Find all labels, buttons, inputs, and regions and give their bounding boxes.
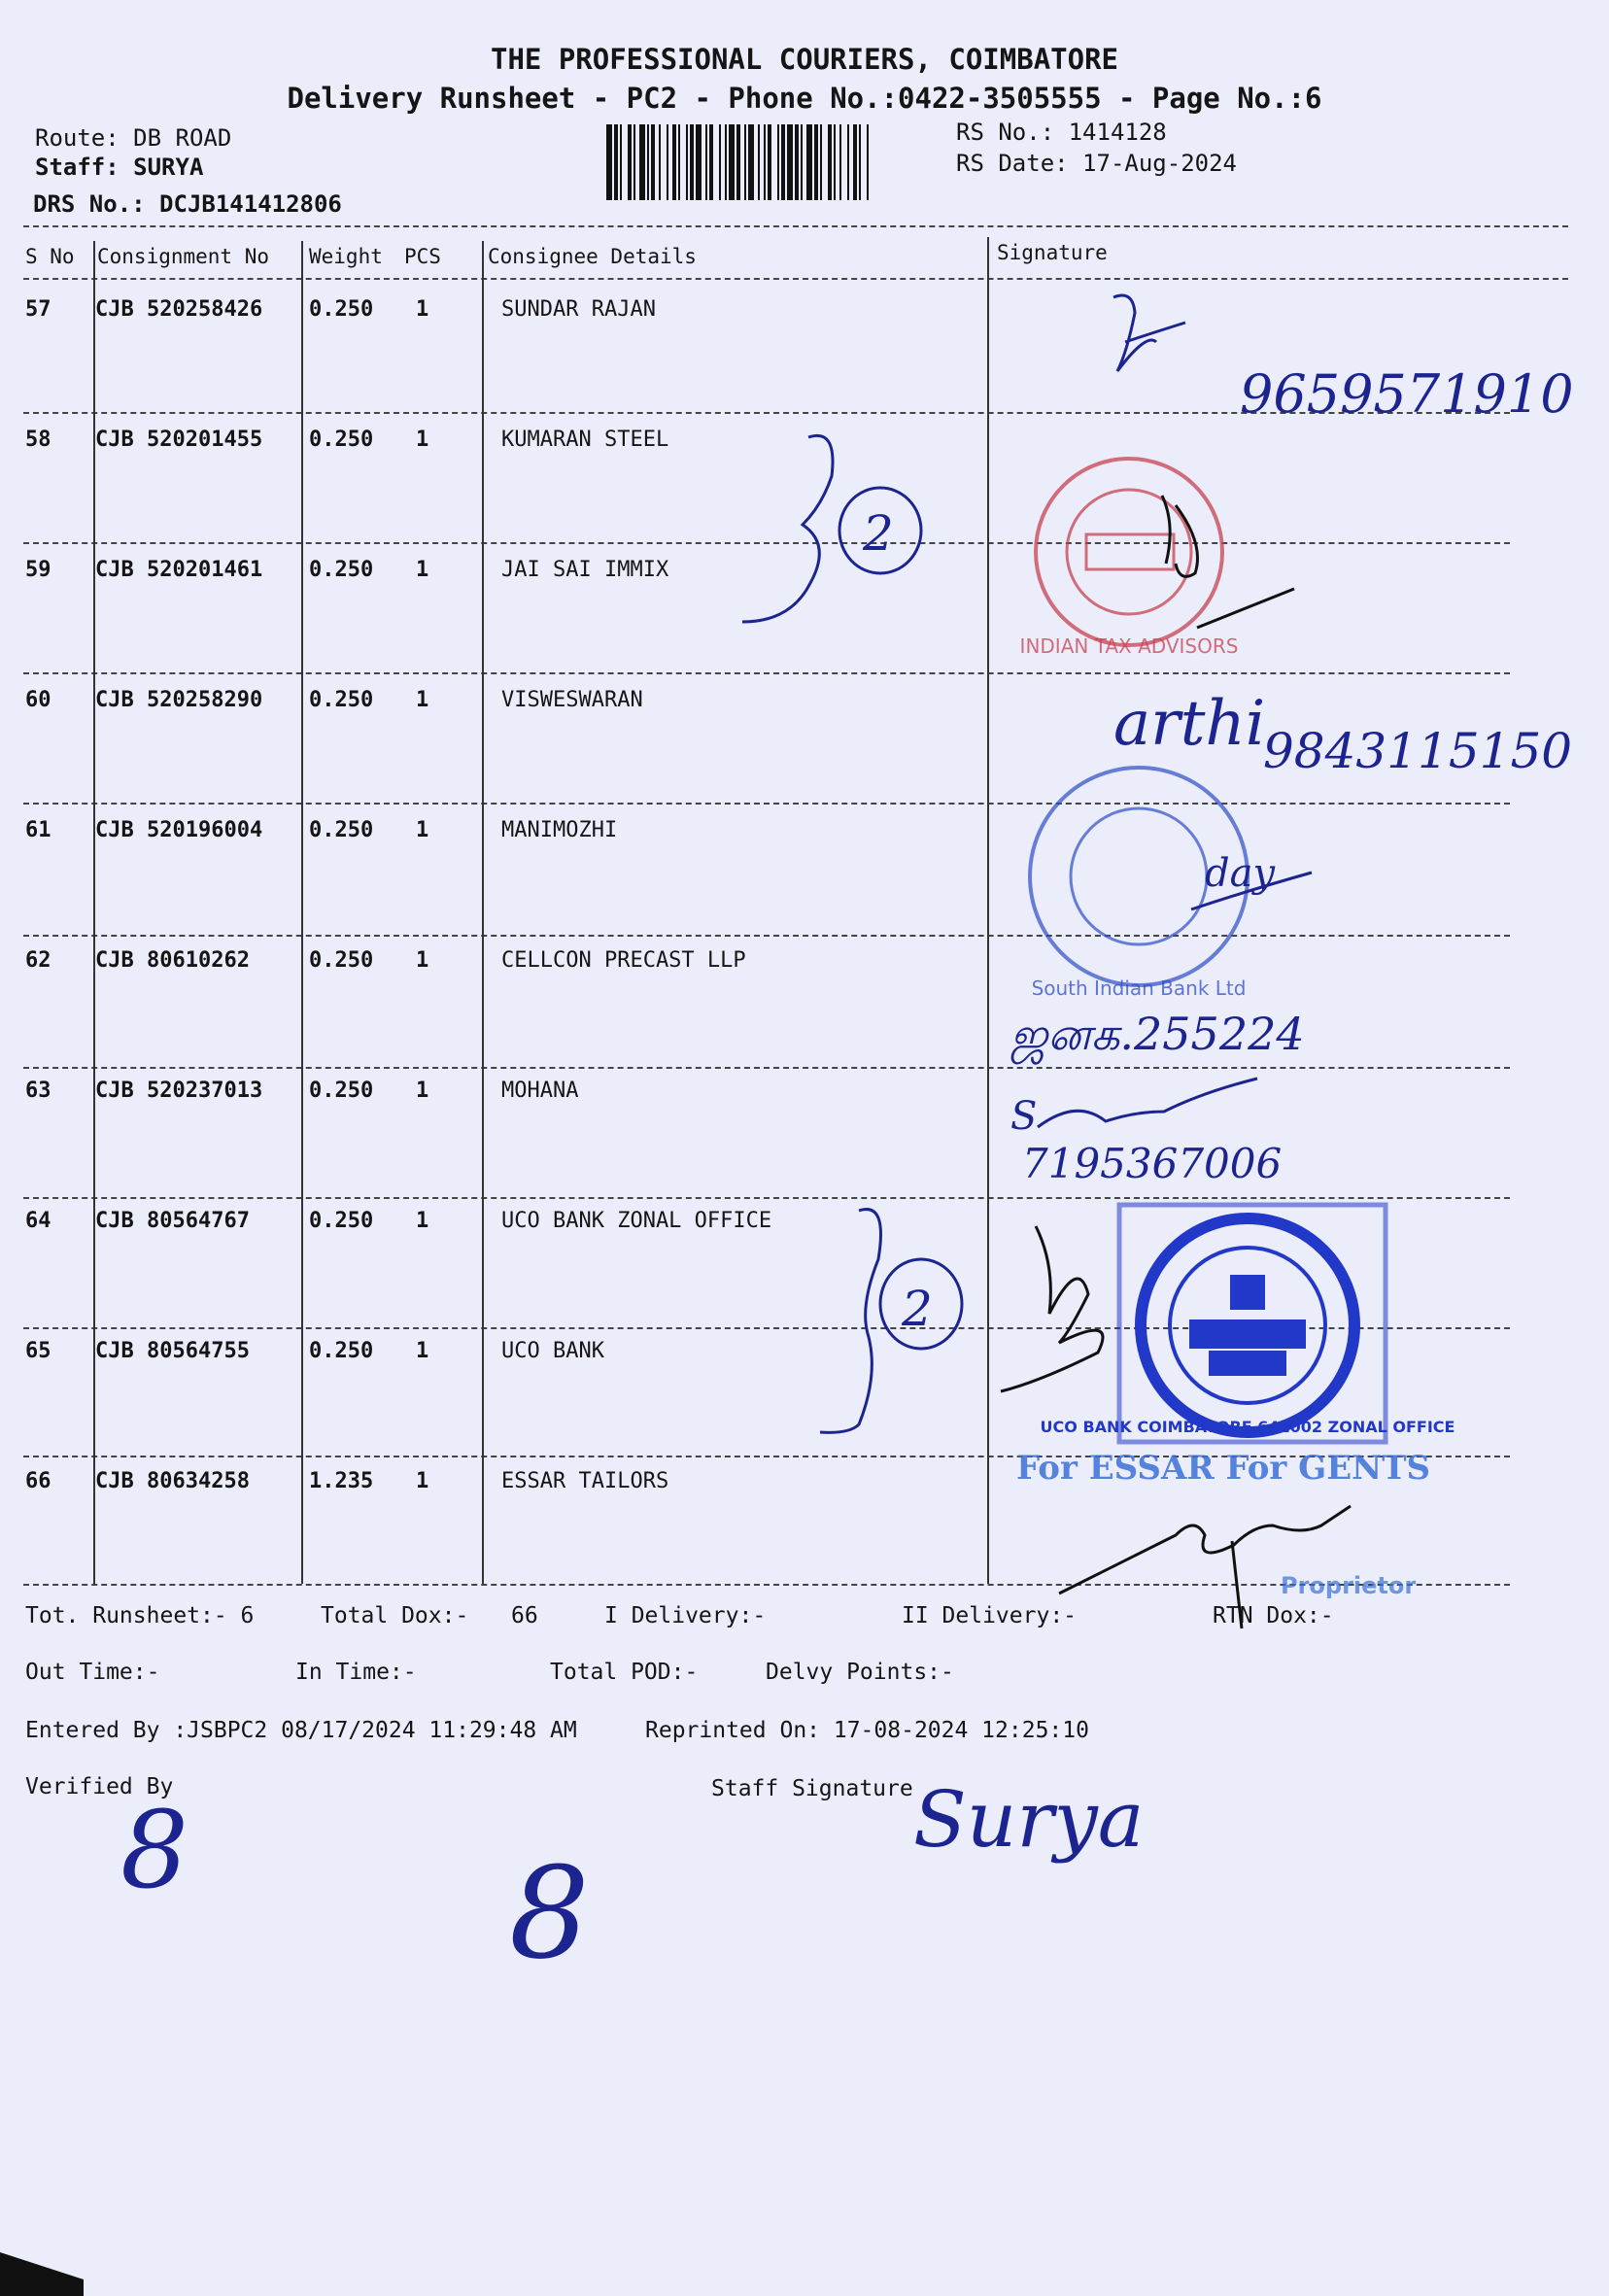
row-sno: 65	[25, 1339, 51, 1363]
runsheet-subtitle: Delivery Runsheet - PC2 - Phone No.:0422-3505555 - Page No.:6	[287, 82, 1322, 115]
row-pcs: 1	[416, 948, 429, 973]
row-weight: 0.250	[309, 948, 374, 973]
handwritten-note: ஜனக.255224	[1010, 1008, 1305, 1060]
handwritten-count: 2	[902, 1281, 933, 1337]
drs-number: DRS No.: DCJB141412806	[33, 190, 342, 218]
row-consignee: MANIMOZHI	[501, 818, 618, 842]
row-weight: 0.250	[309, 818, 374, 842]
row-weight: 0.250	[309, 428, 374, 452]
tax-advisors-stamp	[1020, 459, 1239, 658]
row-weight: 0.250	[309, 558, 374, 582]
row-pcs: 1	[416, 297, 429, 322]
out-time: Out Time:-	[25, 1660, 160, 1685]
row-consignee: MOHANA	[501, 1079, 579, 1103]
stamp-text: UCO BANK COIMBATORE 641002 ZONAL OFFICE	[1040, 1418, 1455, 1436]
row-weight: 0.250	[309, 297, 374, 322]
col-consignee-header: Consignee Details	[488, 245, 697, 268]
rtn-dox: RTN Dox:-	[1213, 1603, 1334, 1628]
row-weight: 0.250	[309, 1339, 374, 1363]
row-consignment: CJB 520258426	[95, 297, 263, 322]
handwritten-day: day	[1205, 851, 1276, 896]
proprietor-stamp: Proprietor	[1281, 1572, 1417, 1599]
verified-by: Verified By	[25, 1774, 174, 1799]
row-sno: 63	[25, 1079, 51, 1103]
row-sno: 59	[25, 558, 51, 582]
row-consignee: CELLCON PRECAST LLP	[501, 948, 746, 973]
row-sno: 66	[25, 1469, 51, 1493]
row-consignee: SUNDAR RAJAN	[501, 297, 656, 322]
row-consignment: CJB 80564755	[95, 1339, 250, 1363]
handwritten-mark: 8	[509, 1839, 590, 1987]
signature-scribble	[1113, 295, 1185, 371]
scan-corner	[0, 2252, 84, 2296]
row-consignment: CJB 520196004	[95, 818, 263, 842]
signature-scribble	[1059, 1506, 1351, 1628]
row-consignment: CJB 80564767	[95, 1209, 250, 1233]
row-weight: 0.250	[309, 1209, 374, 1233]
stamp-text: INDIAN TAX ADVISORS	[1019, 634, 1239, 658]
handwritten-mark: 8	[120, 1788, 188, 1912]
col-weight-header: Weight	[309, 245, 383, 268]
rs-number: RS No.: 1414128	[956, 119, 1167, 146]
total-dox-value: 66	[511, 1603, 538, 1628]
staff-signature: Surya	[913, 1774, 1145, 1865]
handwritten-initial: S	[1010, 1094, 1038, 1139]
rs-date: RS Date: 17-Aug-2024	[956, 150, 1237, 177]
bracket-mark	[742, 435, 833, 622]
ii-delivery: II Delivery:-	[902, 1603, 1078, 1628]
i-delivery: I Delivery:-	[604, 1603, 767, 1628]
row-pcs: 1	[416, 1469, 429, 1493]
row-consignee: JAI SAI IMMIX	[501, 558, 669, 582]
col-signature-header: Signature	[997, 241, 1108, 264]
handwritten-phone: 7195367006	[1022, 1140, 1283, 1187]
handwritten-phone: 9843115150	[1263, 723, 1573, 779]
row-pcs: 1	[416, 818, 429, 842]
row-pcs: 1	[416, 1339, 429, 1363]
reprinted-on: Reprinted On: 17-08-2024 12:25:10	[645, 1718, 1089, 1743]
row-consignment: CJB 520258290	[95, 688, 263, 712]
row-consignment: CJB 520201455	[95, 428, 263, 452]
row-consignment: CJB 80634258	[95, 1469, 250, 1493]
row-sno: 62	[25, 948, 51, 973]
row-consignment: CJB 520201461	[95, 558, 263, 582]
row-sno: 58	[25, 428, 51, 452]
row-weight: 1.235	[309, 1469, 374, 1493]
row-consignee: VISWESWARAN	[501, 688, 643, 712]
row-sno: 64	[25, 1209, 51, 1233]
col-sno-header: S No	[25, 245, 75, 268]
signature-scribble	[1162, 496, 1294, 628]
handwritten-count: 2	[863, 505, 894, 562]
row-consignee: UCO BANK	[501, 1339, 604, 1363]
row-pcs: 1	[416, 1079, 429, 1103]
row-consignee: UCO BANK ZONAL OFFICE	[501, 1209, 772, 1233]
bracket-mark	[820, 1210, 881, 1433]
signature-scribble	[1038, 1079, 1257, 1127]
row-consignee: ESSAR TAILORS	[501, 1469, 669, 1493]
uco-bank-stamp	[1041, 1205, 1455, 1442]
total-dox-label: Total Dox:-	[321, 1603, 469, 1628]
row-pcs: 1	[416, 558, 429, 582]
row-consignment: CJB 520237013	[95, 1079, 263, 1103]
essar-stamp: For ESSAR For GENTS	[1016, 1449, 1431, 1488]
entered-by: Entered By :JSBPC2 08/17/2024 11:29:48 AM	[25, 1718, 577, 1743]
col-consignment-header: Consignment No	[97, 245, 270, 268]
row-consignee: KUMARAN STEEL	[501, 428, 669, 452]
tot-runsheet: Tot. Runsheet:- 6	[25, 1603, 255, 1628]
route-label: Route: DB ROAD	[35, 124, 232, 152]
total-pod: Total POD:-	[550, 1660, 699, 1685]
staff-label: Staff: SURYA	[35, 154, 204, 181]
row-pcs: 1	[416, 428, 429, 452]
in-time: In Time:-	[295, 1660, 417, 1685]
row-consignment: CJB 80610262	[95, 948, 250, 973]
row-sno: 57	[25, 297, 51, 322]
handwritten-name: arthi	[1113, 688, 1266, 760]
col-pcs-header: PCS	[404, 245, 441, 268]
row-weight: 0.250	[309, 1079, 374, 1103]
row-sno: 61	[25, 818, 51, 842]
stamp-text: South Indian Bank Ltd	[1031, 977, 1247, 1000]
delvy-points: Delvy Points:-	[766, 1660, 954, 1685]
row-weight: 0.250	[309, 688, 374, 712]
row-sno: 60	[25, 688, 51, 712]
handwritten-phone: 9659571910	[1240, 363, 1574, 425]
signature-scribble	[1001, 1226, 1103, 1391]
staff-signature-label: Staff Signature	[711, 1776, 913, 1801]
company-title: THE PROFESSIONAL COURIERS, COIMBATORE	[490, 43, 1118, 76]
row-pcs: 1	[416, 1209, 429, 1233]
row-pcs: 1	[416, 688, 429, 712]
